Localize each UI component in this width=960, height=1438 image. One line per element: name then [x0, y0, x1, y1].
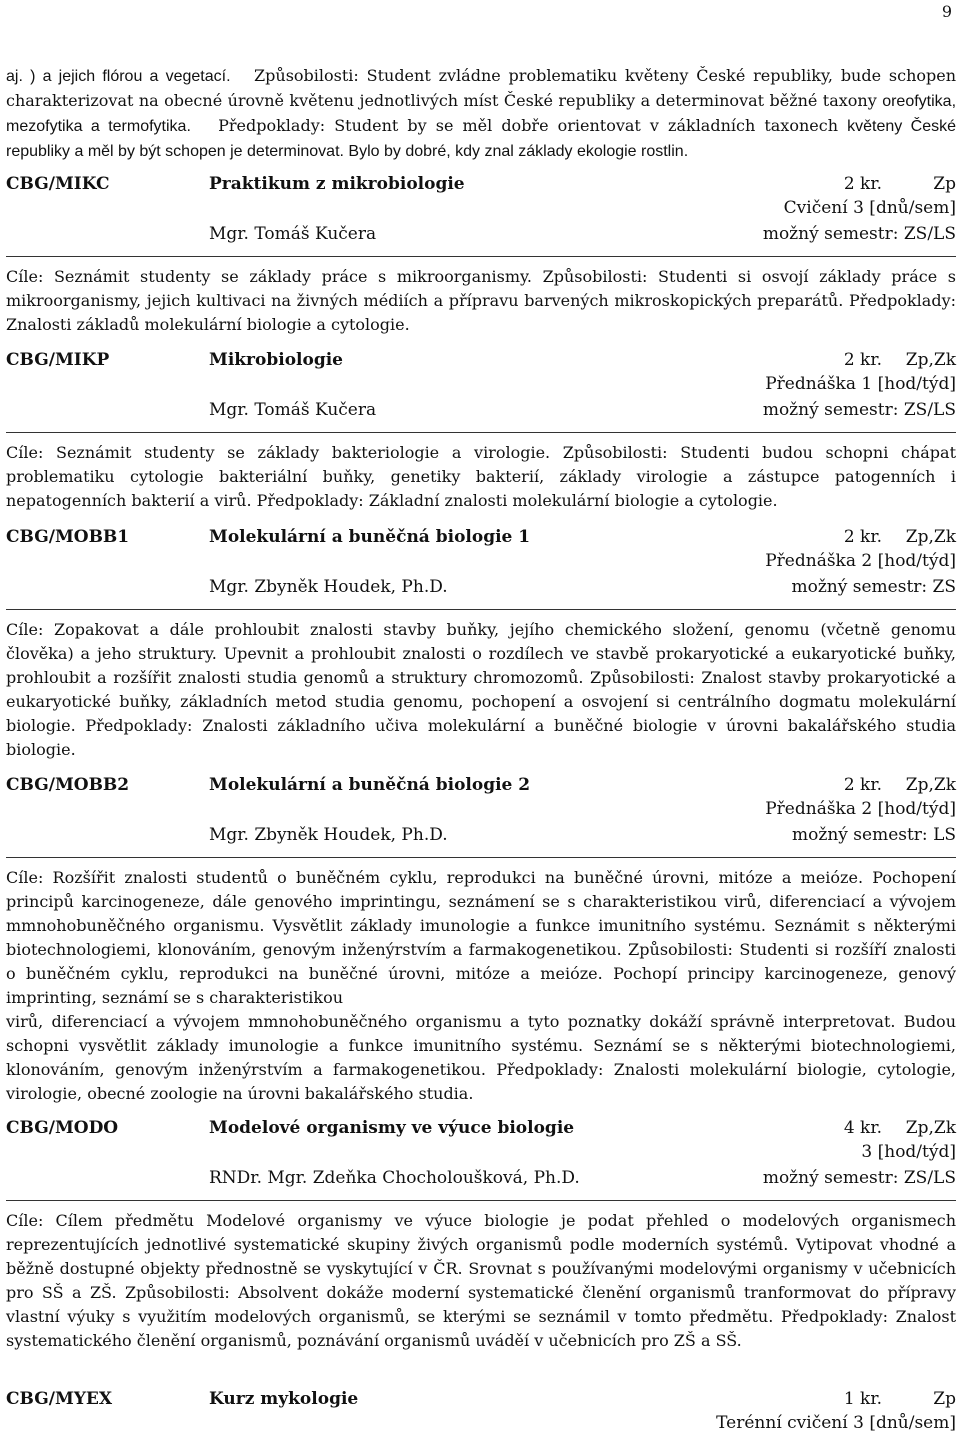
intro-text-sans-3: květeny České republiky a měl by být schopen je determinovat. Bylo by dobré, kdy znal základy ekologie rostlin. [6, 118, 957, 160]
course-credits: 1 kr. [843, 1389, 882, 1409]
description-text: Cíle: Zopakovat a dále prohloubit znalosti stavby buňky, jejího chemického složení, genomu (včetně genomu člověka) a jeho struktury. Upevnit a prohloubit znalosti o rozdílech ve stavbě prokaryotické a eukaryotické buňky, prohloubit a rozšířit znalosti studia genomů a struktury chromozomů. Způsobilosti: Znalost stavby prokaryotické a eukaryotické buňky, základních metod studia genomu, pochopení a osvojení si centrálního dogmatu molekulární biologie. Předpoklady: Znalosti základního učiva molekulární a buněčné biologie v úrovni bakalářského studia biologie. [6, 620, 956, 759]
course-header-mobb1 [6, 527, 956, 623]
divider [6, 256, 956, 257]
course-description-modo [6, 1209, 956, 1353]
course-teacher: Mgr. Tomáš Kučera [209, 224, 377, 244]
description-text: Cíle: Rozšířit znalosti studentů o buněčném cyklu, reprodukci na buněčné úrovni, mitóze a meióze. Pochopení principů karcinogeneze, dále genového imprintingu, seznámení se s charakteristikou virů, diferenciací a vývojem mmnohobuněčného organismu. Vysvětlit základy imunologie a funkce imunitního systému. Seznámit s některými biotechnologiemi, klonováním, genovým inženýrstvím a farmakogenetikou. Způsobilosti: Studenti si rozšíří znalosti o buněčném cyklu, reprodukci na buněčné úrovni, mitóze a meióze. Pochopí principy karcinogeneze, genový imprinting, seznámí se s charakteristikou [6, 868, 956, 1007]
course-header-modo [6, 1118, 956, 1214]
divider [6, 857, 956, 858]
intro-text-sans-2: oreofytika, mezofytika a termofytika. [6, 93, 957, 135]
course-semester: možný semestr: ZS [791, 577, 956, 597]
page-number: 9 [941, 2, 952, 21]
course-title: Molekulární a buněčná biologie 1 [209, 527, 531, 547]
course-description-mobb1 [6, 618, 956, 762]
course-code: CBG/MODO [6, 1118, 119, 1138]
course-code: CBG/MIKP [6, 350, 110, 370]
course-completion: Zp,Zk [905, 350, 956, 370]
course-completion: Zp,Zk [905, 775, 956, 795]
description-text-continued: virů, diferenciací a vývojem mmnohobuněčného organismu a tyto poznatky dokáží správně interpretovat. Budou schopni vysvětlit základy imunologie a funkce imunitního systému. Seznámí se s některými biotechnologiemi, klonováním, genovým inženýrstvím a farmakogenetikou. Předpoklady: Znalosti molekulární biologie, cytologie, virologie, obecné zoologie na úrovni bakalářského studia. [6, 1012, 956, 1103]
course-credits: 4 kr. [843, 1118, 882, 1138]
divider [6, 1200, 956, 1201]
course-header-myex [6, 1389, 956, 1438]
course-title: Modelové organismy ve výuce biologie [209, 1118, 575, 1138]
course-title: Kurz mykologie [209, 1389, 359, 1409]
course-form: Přednáška 1 [hod/týd] [765, 374, 956, 394]
course-description-mobb2 [6, 866, 956, 1106]
course-semester: možný semestr: LS [792, 825, 956, 845]
description-text: Cíle: Seznámit studenty se základy práce s mikroorganismy. Způsobilosti: Studenti si osvojí základy práce s mikroorganismy, jejich kultivaci na živných médiích a přípravu barvených mikroskopických preparátů. Předpoklady: Znalosti základů molekulární biologie a cytologie. [6, 267, 956, 334]
intro-paragraph [6, 64, 956, 164]
course-credits: 2 kr. [843, 350, 882, 370]
course-credits: 2 kr. [843, 775, 882, 795]
course-teacher: Mgr. Tomáš Kučera [209, 400, 377, 420]
course-header-mikp [6, 350, 956, 446]
course-header-mobb2 [6, 775, 956, 871]
intro-text-sans-1: aj. ) a jejich flórou a vegetací. [6, 68, 231, 85]
course-credits: 2 kr. [843, 174, 882, 194]
course-code: CBG/MOBB1 [6, 527, 130, 547]
course-code: CBG/MIKC [6, 174, 110, 194]
course-header-mikc [6, 174, 956, 270]
course-form: 3 [hod/týd] [861, 1142, 956, 1162]
course-description-mikc [6, 265, 956, 337]
course-semester: možný semestr: ZS/LS [762, 224, 956, 244]
course-title: Praktikum z mikrobiologie [209, 174, 465, 194]
description-text: Cíle: Cílem předmětu Modelové organismy ve výuce biologie je podat přehled o modelových organismech reprezentujících jednotlivé systematické skupiny živých organismů podle moderních systémů. Vytipovat vhodné a běžně dostupné objekty přednostně se vyskytující v ČR. Srovnat s používanými modelovými organismy v učebnicích pro SŠ a ZŠ. Způsobilosti: Absolvent dokáže moderní systematické členění organismů tranformovat do přípravy vlastní výuky s využitím modelových organismů, se kterými se seznámil v tomto předmětu. Předpoklady: Znalost systematického členění organismů, poznávání organismů uváděí v učebnicích pro ZŠ a SŠ. [6, 1211, 956, 1350]
course-credits: 2 kr. [843, 527, 882, 547]
course-semester: možný semestr: ZS/LS [762, 1168, 956, 1188]
description-text: Cíle: Seznámit studenty se základy bakteriologie a virologie. Způsobilosti: Studenti budou schopni chápat problematiku cytologie bakteriální buňky, genetiky bakterií, základy virologie a zástupce patogenních i nepatogenních bakterií a virů. Předpoklady: Základní znalosti molekulární biologie a cytologie. [6, 443, 956, 510]
course-form: Terénní cvičení 3 [dnů/sem] [716, 1413, 956, 1433]
course-form: Cvičení 3 [dnů/sem] [783, 198, 956, 218]
course-teacher: Mgr. Zbyněk Houdek, Ph.D. [209, 825, 448, 845]
course-teacher: RNDr. Mgr. Zdeňka Chocholoušková, Ph.D. [209, 1168, 580, 1188]
course-description-mikp [6, 441, 956, 513]
intro-text-2: Předpoklady: Student by se měl dobře orientovat v základních taxonech [218, 116, 839, 135]
course-completion: Zp [933, 174, 956, 194]
course-code: CBG/MOBB2 [6, 775, 130, 795]
course-title: Molekulární a buněčná biologie 2 [209, 775, 531, 795]
course-title: Mikrobiologie [209, 350, 343, 370]
course-form: Přednáška 2 [hod/týd] [765, 799, 956, 819]
course-completion: Zp [933, 1389, 956, 1409]
course-completion: Zp,Zk [905, 1118, 956, 1138]
course-code: CBG/MYEX [6, 1389, 113, 1409]
course-form: Přednáška 2 [hod/týd] [765, 551, 956, 571]
intro-text-1: Způsobilosti: Student zvládne problematiku květeny České republiky, bude schopen charakterizovat na obecné úrovně květenu jednotlivých míst České republiky a determinovat běžné taxony [6, 66, 957, 110]
course-semester: možný semestr: ZS/LS [762, 400, 956, 420]
divider [6, 609, 956, 610]
course-completion: Zp,Zk [905, 527, 956, 547]
divider [6, 432, 956, 433]
course-teacher: Mgr. Zbyněk Houdek, Ph.D. [209, 577, 448, 597]
